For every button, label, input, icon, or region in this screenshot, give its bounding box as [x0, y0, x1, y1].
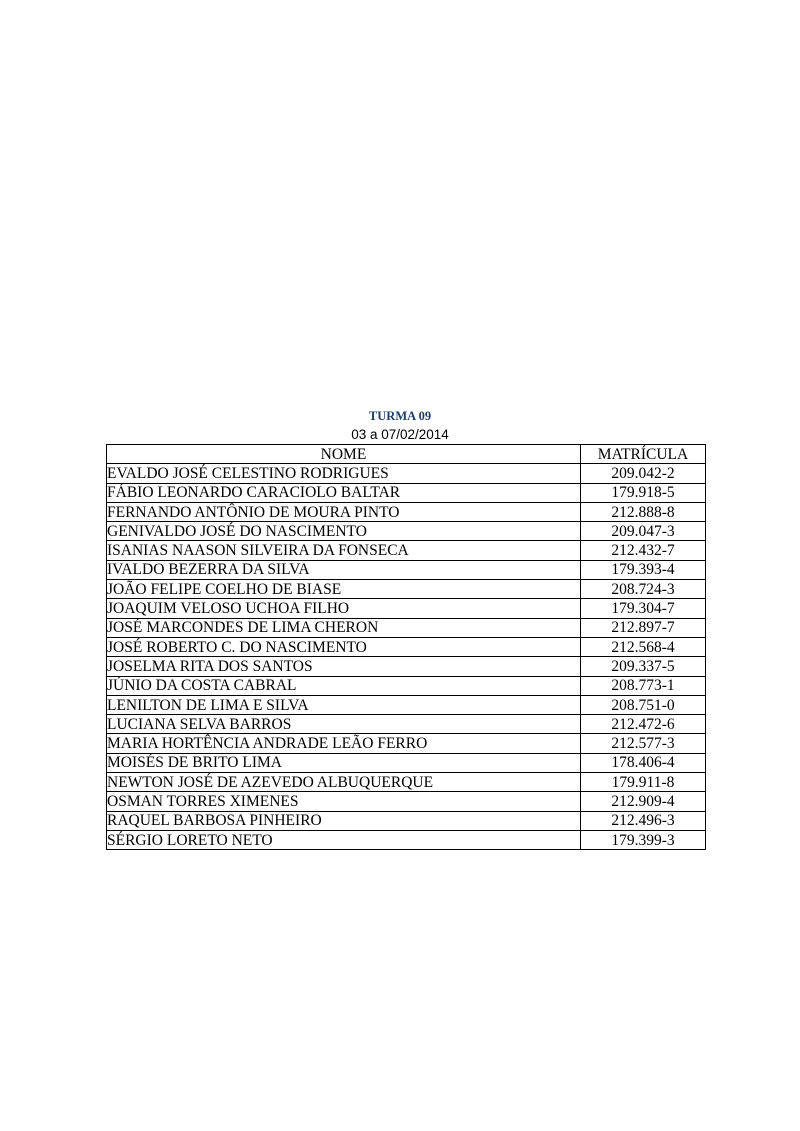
cell-registration: 208.724-3	[581, 580, 706, 599]
table-row	[107, 637, 706, 656]
cell-registration: 212.888-8	[581, 502, 706, 521]
cell-name: EVALDO JOSÉ CELESTINO RODRIGUES	[107, 464, 581, 483]
cell-registration: 209.042-2	[581, 464, 706, 483]
table-row	[107, 676, 706, 695]
cell-name: LENILTON DE LIMA E SILVA	[107, 695, 581, 714]
table-row	[107, 753, 706, 772]
table-header-row	[107, 445, 706, 464]
cell-name: FÁBIO LEONARDO CARACIOLO BALTAR	[107, 483, 581, 502]
table-row	[107, 464, 706, 483]
cell-name: MARIA HORTÊNCIA ANDRADE LEÃO FERRO	[107, 734, 581, 753]
table-row	[107, 792, 706, 811]
table-row	[107, 502, 706, 521]
cell-registration: 178.406-4	[581, 753, 706, 772]
cell-name: LUCIANA SELVA BARROS	[107, 715, 581, 734]
cell-name: SÉRGIO LORETO NETO	[107, 830, 581, 849]
document-period: 03 a 07/02/2014	[351, 427, 449, 442]
cell-registration: 208.773-1	[581, 676, 706, 695]
table-row	[107, 522, 706, 541]
table-row	[107, 715, 706, 734]
table-row	[107, 560, 706, 579]
cell-registration: 212.496-3	[581, 811, 706, 830]
cell-registration: 209.047-3	[581, 522, 706, 541]
table-row	[107, 773, 706, 792]
header-registration: MATRÍCULA	[581, 445, 706, 464]
cell-registration: 179.304-7	[581, 599, 706, 618]
cell-name: MOISÉS DE BRITO LIMA	[107, 753, 581, 772]
table-row	[107, 695, 706, 714]
table-row	[107, 580, 706, 599]
cell-name: FERNANDO ANTÔNIO DE MOURA PINTO	[107, 502, 581, 521]
table-row	[107, 830, 706, 849]
table-row	[107, 657, 706, 676]
cell-name: IVALDO BEZERRA DA SILVA	[107, 560, 581, 579]
table-row	[107, 618, 706, 637]
cell-registration: 179.911-8	[581, 773, 706, 792]
header-name: NOME	[107, 445, 581, 464]
cell-name: JÚNIO DA COSTA CABRAL	[107, 676, 581, 695]
cell-name: RAQUEL BARBOSA PINHEIRO	[107, 811, 581, 830]
cell-registration: 212.897-7	[581, 618, 706, 637]
roster-body	[107, 464, 706, 850]
cell-registration: 208.751-0	[581, 695, 706, 714]
cell-name: JOÃO FELIPE COELHO DE BIASE	[107, 580, 581, 599]
table-row	[107, 599, 706, 618]
roster-table	[106, 444, 706, 850]
cell-name: JOAQUIM VELOSO UCHOA FILHO	[107, 599, 581, 618]
cell-registration: 179.393-4	[581, 560, 706, 579]
cell-registration: 212.577-3	[581, 734, 706, 753]
cell-registration: 212.909-4	[581, 792, 706, 811]
cell-name: OSMAN TORRES XIMENES	[107, 792, 581, 811]
cell-registration: 209.337-5	[581, 657, 706, 676]
cell-name: GENIVALDO JOSÉ DO NASCIMENTO	[107, 522, 581, 541]
table-row	[107, 811, 706, 830]
cell-registration: 179.399-3	[581, 830, 706, 849]
cell-name: JOSELMA RITA DOS SANTOS	[107, 657, 581, 676]
table-row	[107, 734, 706, 753]
table-row	[107, 541, 706, 560]
document-title: TURMA 09	[368, 409, 432, 423]
cell-registration: 212.568-4	[581, 637, 706, 656]
cell-name: NEWTON JOSÉ DE AZEVEDO ALBUQUERQUE	[107, 773, 581, 792]
cell-name: JOSÉ MARCONDES DE LIMA CHERON	[107, 618, 581, 637]
cell-registration: 212.472-6	[581, 715, 706, 734]
cell-registration: 179.918-5	[581, 483, 706, 502]
cell-name: JOSÉ ROBERTO C. DO NASCIMENTO	[107, 637, 581, 656]
cell-registration: 212.432-7	[581, 541, 706, 560]
cell-name: ISANIAS NAASON SILVEIRA DA FONSECA	[107, 541, 581, 560]
table-row	[107, 483, 706, 502]
